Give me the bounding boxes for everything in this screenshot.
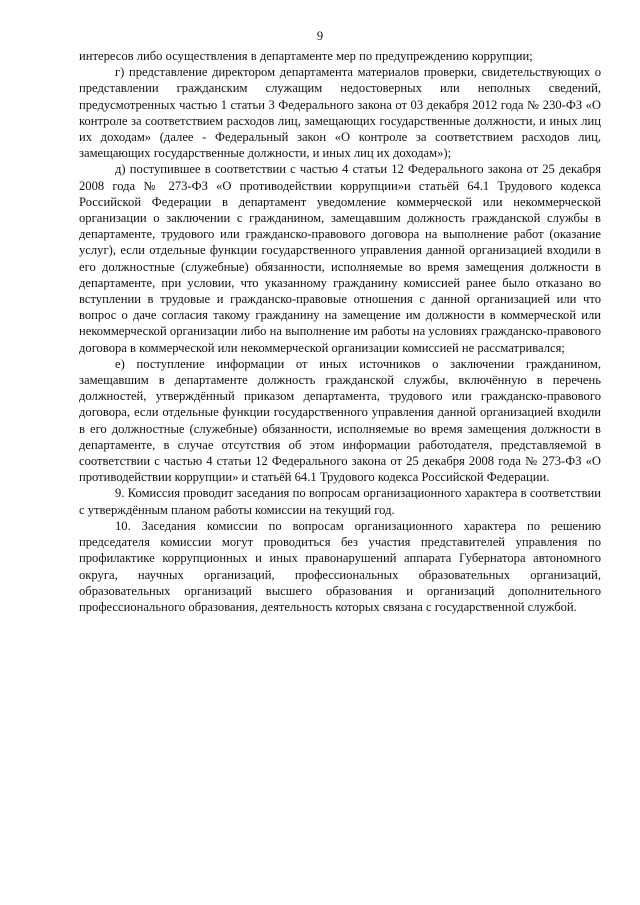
paragraph-item-g: г) представление директором департамента материалов проверки, свидетельствующих о представлении гражданским служащим недостоверных или неполных сведений, предусмотренных частью 1 статьи 3 Федерального закона от 03 декабря 2012 года № 230-ФЗ «О контроле за соответствием расходов лиц, замещающих государственные должности, и иных лиц их доходам» (далее - Федеральный закон «О контроле за соответствием расходов лиц, замещающих государственные должности, и иных лиц их доходам»); [79, 65, 601, 161]
paragraph-9: 9. Комиссия проводит заседания по вопросам организационного характера в соответствии с утверждённым планом работы комиссии на текущий год. [79, 486, 601, 517]
paragraph-continuation: интересов либо осуществления в департаменте мер по предупреждению коррупции; [79, 49, 533, 63]
paragraph-item-e: е) поступление информации от иных источников о заключении гражданином, замещавшим в департаменте должность гражданской службы, включённую в перечень должностей, утверждённый приказом департамента, трудового или гражданско-правового договора, если отдельные функции государственного управления данной организацией входили в его должностные (служебные) обязанности, исполняемые во время замещения должности в департаменте, в случае отсутствия об этом информации работодателя, представляемой в соответствии с частью 4 статьи 12 Федерального закона от 25 декабря 2008 года № 273-ФЗ «О противодействии коррупции» и статьёй 64.1 Трудового кодекса Российской Федерации. [79, 356, 601, 485]
paragraph-item-d: д) поступившее в соответствии с частью 4 статьи 12 Федерального закона от 25 декабря 2008 года № 273-ФЗ «О противодействии коррупции»и статьёй 64.1 Трудового кодекса Российской Федерации в департамент уведомление коммерческой или некоммерческой организации о заключении с гражданином, замещавшим должность гражданской службы в департаменте, трудового или гражданско-правового договора на выполнение работ (оказание услуг), если отдельные функции государственного управления данной организацией входили в его должностные (служебные) обязанности, исполняемые во время замещения должности в департаменте, при условии, что указанному гражданину комиссией ранее было отказано во вступлении в трудовые и гражданско-правовые отношения с данной организацией или что вопрос о даче согласия такому гражданину на замещение им должности в коммерческой или некоммерческой организации либо на выполнение им работы на условиях гражданско-правового договора в коммерческой или некоммерческой организации комиссией не рассматривался; [79, 162, 601, 355]
body-text [79, 48, 601, 615]
page-number: 9 [316, 29, 324, 43]
paragraph-10: 10. Заседания комиссии по вопросам организационного характера по решению председателя комиссии могут проводиться без участия представителей управления по профилактике коррупционных и иных правонарушений аппарата Губернатора автономного округа, научных организаций, профессиональных образовательных организаций, образовательных организаций высшего образования и организаций дополнительного профессионального образования, деятельность которых связана с государственной службой. [79, 518, 601, 614]
